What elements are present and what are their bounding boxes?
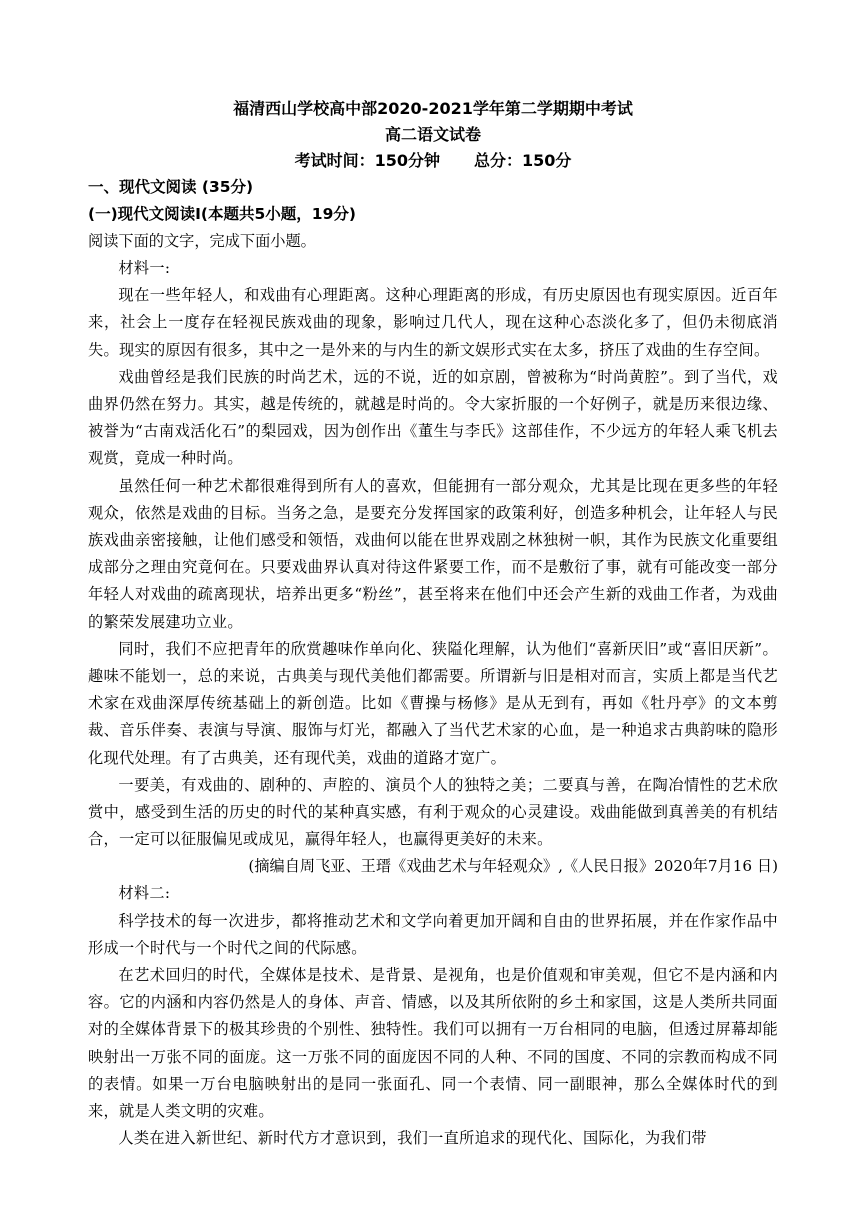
material1-label: 材料一: bbox=[118, 259, 171, 277]
total-score: 总分：150分 bbox=[474, 151, 572, 170]
exam-info bbox=[88, 148, 778, 174]
material2-paragraph: 在艺术回归的时代，全媒体是技术、是背景、是视角，也是价值观和审美观，但它不是内涵和内容。它的内涵和内容仍然是人的身体、声音、情感，以及其所依附的乡土和家国，这是人类所共同面对的全媒体背景下的极其珍贵的个别性、独特性。我们可以拥有一万台相同的电脑，但透过屏幕却能映射出一万张不同的面庞。这一万张不同的面庞因不同的人种、不同的国度、不同的宗教而构成不同的表情。如果一万台电脑映射出的是同一张面孔、同一个表情、同一副眼神，那么全媒体时代的到来，就是人类文明的灾难。 bbox=[88, 966, 778, 1121]
exam-title: 福清西山学校高中部2020-2021学年第二学期期中考试 bbox=[233, 99, 633, 118]
material2-label: 材料二: bbox=[118, 884, 171, 903]
material1-paragraph: 同时，我们不应把青年的欣赏趣味作单向化、狭隘化理解，认为他们“喜新厌旧”或“喜旧厌新”。趣味不能划一，总的来说，古典美与现代美他们都需要。所谓新与旧是相对而言，实质上都是当代艺术家在戏曲深厚传统基础上的新创造。比如《曹操与杨修》是从无到有，再如《牡丹亭》的文本剪裁、音乐伴奏、表演与导演、服饰与灯光，都融入了当代艺术家的心血，是一种追求古典韵味的隐形化现代处理。有了古典美，还有现代美，戏曲的道路才宽广。 bbox=[88, 639, 778, 767]
material2-paragraph: 人类在进入新世纪、新时代方才意识到，我们一直所追求的现代化、国际化，为我们带 bbox=[118, 1129, 707, 1148]
material1-paragraph: 现在一些年轻人，和戏曲有心理距离。这种心理距离的形成，有历史原因也有现实原因。近百年来，社会上一度存在轻视民族戏曲的现象，影响过几代人，现在这种心态淡化多了，但仍未彻底消失。现实的原因有很多，其中之一是外来的与内生的新文娱形式实在太多，挤压了戏曲的生存空间。 bbox=[88, 286, 778, 359]
subsection-heading: (一)现代文阅读Ⅰ(本题共5小题，19分) bbox=[88, 205, 356, 223]
exam-page bbox=[88, 96, 778, 1153]
material1-paragraph: 虽然任何一种艺术都很难得到所有人的喜欢，但能拥有一部分观众，尤其是比现在更多些的年轻观众，依然是戏曲的目标。当务之急，是要充分发挥国家的政策利好，创造多种机会，让年轻人与民族戏曲亲密接触，让他们感受和领悟，戏曲何以能在世界戏剧之林独树一帜，其作为民族文化重要组成部分之理由究竟何在。只要戏曲界认真对待这件紧要工作，而不是敷衍了事，就有可能改变一部分年轻人对戏曲的疏离现状，培养出更多“粉丝”，甚至将来在他们中还会产生新的戏曲工作者，为戏曲的繁荣发展建功立业。 bbox=[88, 476, 778, 631]
material1-source: (摘编自周飞亚、王瑨《戏曲艺术与年轻观众》,《人民日报》2020年7月16 日) bbox=[248, 857, 778, 876]
material1-paragraph: 戏曲曾经是我们民族的时尚艺术，远的不说，近的如京剧，曾被称为“时尚黄腔”。到了当代，戏曲界仍然在努力。其实，越是传统的，就越是时尚的。令大家折服的一个好例子，就是历来很边缘、被誉为“古南戏活化石”的梨园戏，因为创作出《董生与李氏》这部佳作，不少远方的年轻人乘飞机去观赏，竟成一种时尚。 bbox=[88, 367, 778, 468]
exam-time: 考试时间：150分钟 bbox=[294, 151, 440, 170]
section-heading: 一、现代文阅读 (35分) bbox=[88, 178, 254, 196]
material2-paragraph: 科学技术的每一次进步，都将推动艺术和文学向着更加开阔和自由的世界拓展，并在作家作品中形成一个时代与一个时代之间的代际感。 bbox=[88, 911, 778, 957]
material1-paragraph: 一要美，有戏曲的、剧种的、声腔的、演员个人的独特之美；二要真与善，在陶冶情性的艺术欣赏中，感受到生活的历史的时代的某种真实感，有利于观众的心灵建设。戏曲能做到真善美的有机结合，一定可以征服偏见或成见，赢得年轻人，也赢得更美好的未来。 bbox=[88, 775, 778, 849]
exam-subtitle: 高二语文试卷 bbox=[384, 125, 481, 144]
reading-instruction: 阅读下面的文字，完成下面小题。 bbox=[88, 232, 316, 250]
